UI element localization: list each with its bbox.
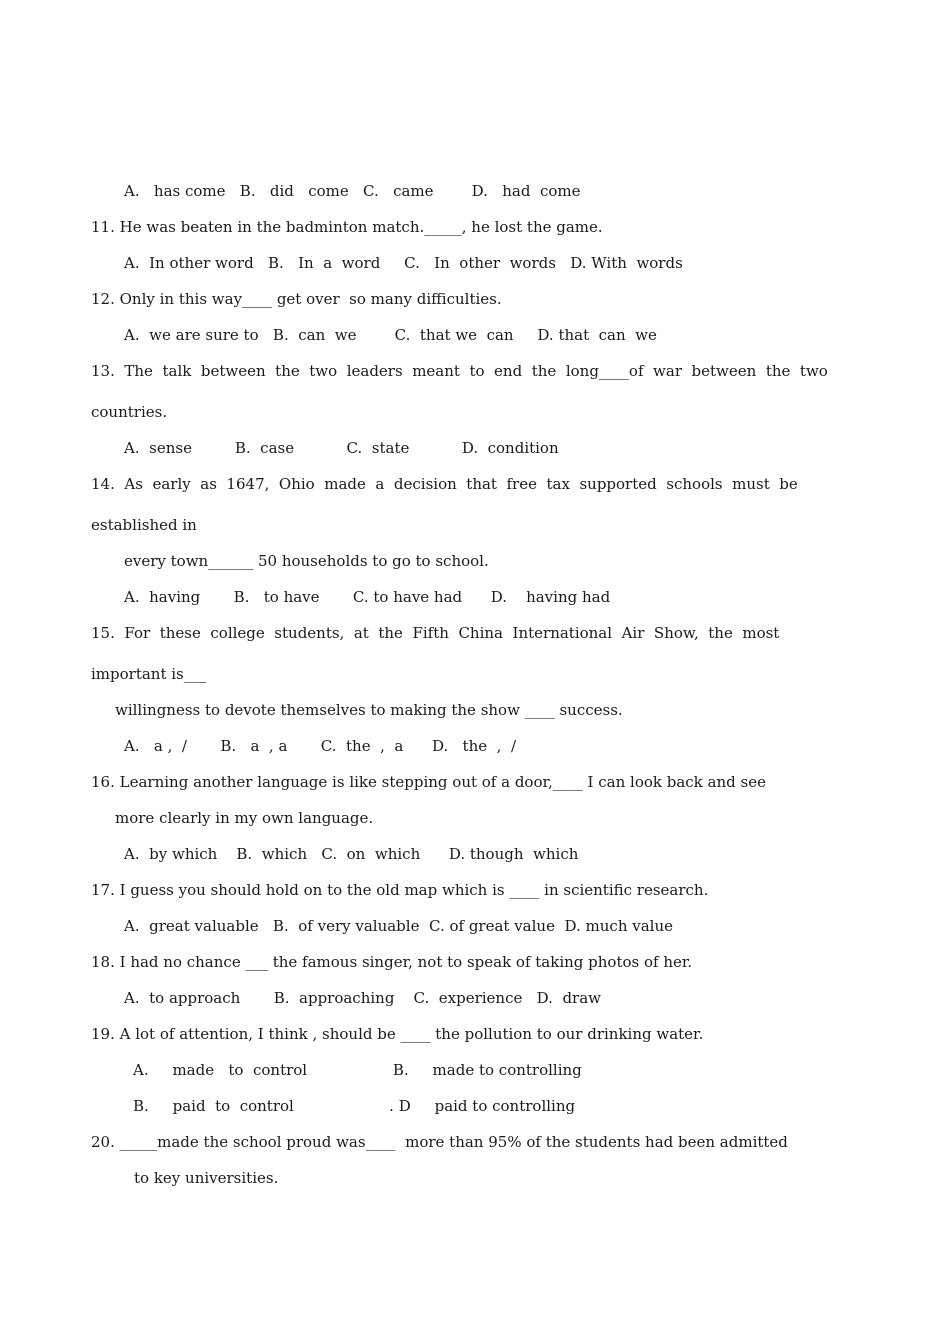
q14-options: A. having B. to have C. to have had D. having had: [124, 588, 611, 606]
q13-stem-line1: 13. The talk between the two leaders meant to end the long____of war between the two: [91, 362, 828, 380]
q12-stem: 12. Only in this way____ get over so many difficulties.: [91, 290, 502, 308]
q12-options: A. we are sure to B. can we C. that we can D. that can we: [124, 326, 657, 344]
q14-stem-line2: established in: [91, 516, 197, 534]
q15-stem-line2: important is___: [91, 665, 207, 683]
q17-options: A. great valuable B. of very valuable C. of great value D. much value: [124, 917, 673, 935]
q16-stem-line2: more clearly in my own language.: [115, 809, 374, 827]
q15-stem-line1: 15. For these college students, at the Fifth China International Air Show, the most: [91, 624, 780, 642]
q18-options: A. to approach B. approaching C. experience D. draw: [124, 989, 602, 1007]
q14-stem-line3: every town______ 50 households to go to school.: [124, 552, 489, 570]
q19-stem: 19. A lot of attention, I think , should be ____ the pollution to our drinking water.: [91, 1025, 704, 1043]
q16-stem-line1: 16. Learning another language is like stepping out of a door,____ I can look back and see: [91, 773, 766, 791]
q11-options: A. In other word B. In a word C. In other words D. With words: [124, 254, 683, 272]
q11-stem: 11. He was beaten in the badminton match._____, he lost the game.: [91, 218, 603, 236]
q14-stem-line1: 14. As early as 1647, Ohio made a decision that free tax supported schools must be: [91, 475, 798, 493]
q17-stem: 17. I guess you should hold on to the old map which is ____ in scientific research.: [91, 881, 709, 899]
q13-stem-line2: countries.: [91, 403, 168, 421]
q19-options-row1: A. made to control B. made to controlling: [133, 1061, 582, 1079]
q16-options: A. by which B. which C. on which D. though which: [124, 845, 579, 863]
q20-stem-line1: 20. _____made the school proud was____ more than 95% of the students had been admitted: [91, 1133, 788, 1151]
q19-options-row2: B. paid to control . D paid to controlling: [133, 1097, 576, 1115]
q20-stem-line2: to key universities.: [134, 1169, 279, 1187]
q13-options: A. sense B. case C. state D. condition: [124, 439, 559, 457]
q10-options: A. has come B. did come C. came D. had come: [124, 182, 581, 200]
q15-options: A. a , / B. a , a C. the , a D. the , /: [124, 737, 517, 755]
q15-stem-line3: willingness to devote themselves to making the show ____ success.: [115, 701, 623, 719]
q18-stem: 18. I had no chance ___ the famous singer, not to speak of taking photos of her.: [91, 953, 693, 971]
